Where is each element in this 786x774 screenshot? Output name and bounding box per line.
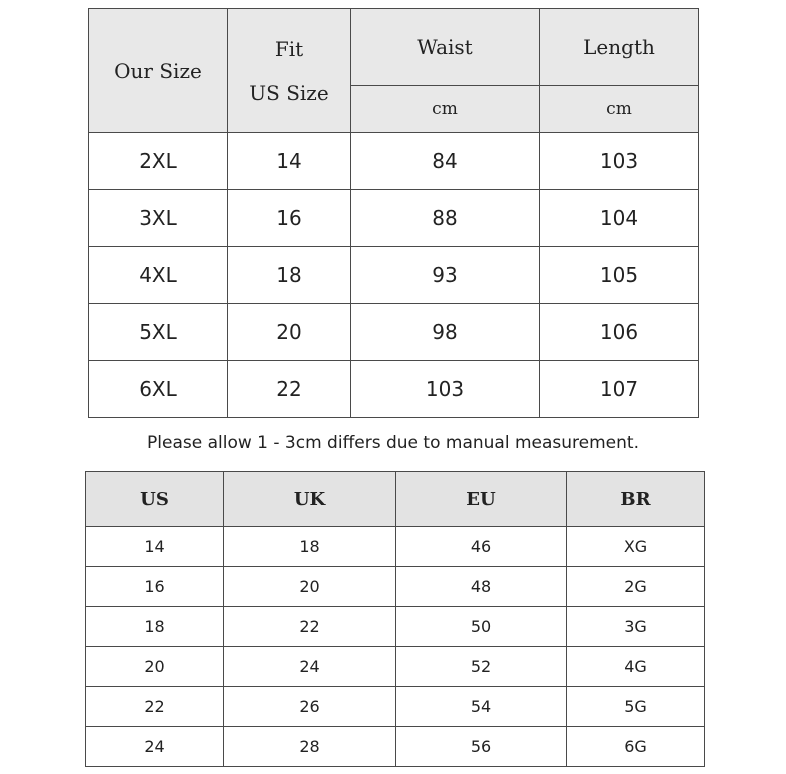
cell-eu: 48: [396, 567, 567, 607]
header-length: Length: [540, 9, 699, 86]
cell-waist: 93: [351, 247, 540, 304]
header-fit-us-size: [228, 9, 351, 133]
header-waist-unit: cm: [351, 86, 540, 133]
cell-us-size: 14: [228, 133, 351, 190]
table-row: [89, 361, 699, 418]
size-conversion-table: [85, 471, 705, 767]
cell-our-size: 5XL: [89, 304, 228, 361]
cell-eu: 46: [396, 527, 567, 567]
cell-length: 105: [540, 247, 699, 304]
header-fit-label: Fit: [274, 36, 304, 61]
cell-us-size: 22: [228, 361, 351, 418]
cell-uk: 26: [224, 687, 396, 727]
table-row: [89, 304, 699, 361]
cell-length: 104: [540, 190, 699, 247]
cell-waist: 84: [351, 133, 540, 190]
cell-eu: 56: [396, 727, 567, 767]
cell-waist: 103: [351, 361, 540, 418]
cell-our-size: 6XL: [89, 361, 228, 418]
cell-br: 6G: [567, 727, 705, 767]
table-row: [89, 190, 699, 247]
measurement-note: Please allow 1 - 3cm differs due to manual measurement.: [147, 433, 639, 453]
cell-eu: 52: [396, 647, 567, 687]
cell-length: 103: [540, 133, 699, 190]
table-row: [86, 647, 705, 687]
table-row: [86, 527, 705, 567]
table-row: [89, 133, 699, 190]
table-row: [86, 607, 705, 647]
header-eu: EU: [396, 472, 567, 527]
header-length-unit: cm: [540, 86, 699, 133]
cell-us-size: 18: [228, 247, 351, 304]
cell-us: 14: [86, 527, 224, 567]
size-chart-table: [88, 8, 699, 418]
cell-us: 24: [86, 727, 224, 767]
cell-length: 106: [540, 304, 699, 361]
cell-uk: 20: [224, 567, 396, 607]
cell-us: 16: [86, 567, 224, 607]
header-br: BR: [567, 472, 705, 527]
cell-uk: 18: [224, 527, 396, 567]
table-row: [86, 567, 705, 607]
cell-br: 2G: [567, 567, 705, 607]
cell-our-size: 4XL: [89, 247, 228, 304]
cell-br: 5G: [567, 687, 705, 727]
cell-us-size: 20: [228, 304, 351, 361]
cell-br: 3G: [567, 607, 705, 647]
table-row: [89, 247, 699, 304]
cell-uk: 28: [224, 727, 396, 767]
header-us: US: [86, 472, 224, 527]
header-waist: Waist: [351, 9, 540, 86]
cell-our-size: 3XL: [89, 190, 228, 247]
cell-our-size: 2XL: [89, 133, 228, 190]
cell-us: 18: [86, 607, 224, 647]
header-uk: UK: [224, 472, 396, 527]
cell-uk: 22: [224, 607, 396, 647]
cell-us: 22: [86, 687, 224, 727]
cell-us-size: 16: [228, 190, 351, 247]
cell-eu: 54: [396, 687, 567, 727]
table-row: [86, 727, 705, 767]
cell-br: XG: [567, 527, 705, 567]
table-row: [86, 687, 705, 727]
cell-br: 4G: [567, 647, 705, 687]
cell-uk: 24: [224, 647, 396, 687]
header-our-size: Our Size: [89, 9, 228, 133]
cell-length: 107: [540, 361, 699, 418]
cell-waist: 98: [351, 304, 540, 361]
cell-waist: 88: [351, 190, 540, 247]
header-us-size-label: US Size: [249, 80, 329, 105]
cell-us: 20: [86, 647, 224, 687]
cell-eu: 50: [396, 607, 567, 647]
